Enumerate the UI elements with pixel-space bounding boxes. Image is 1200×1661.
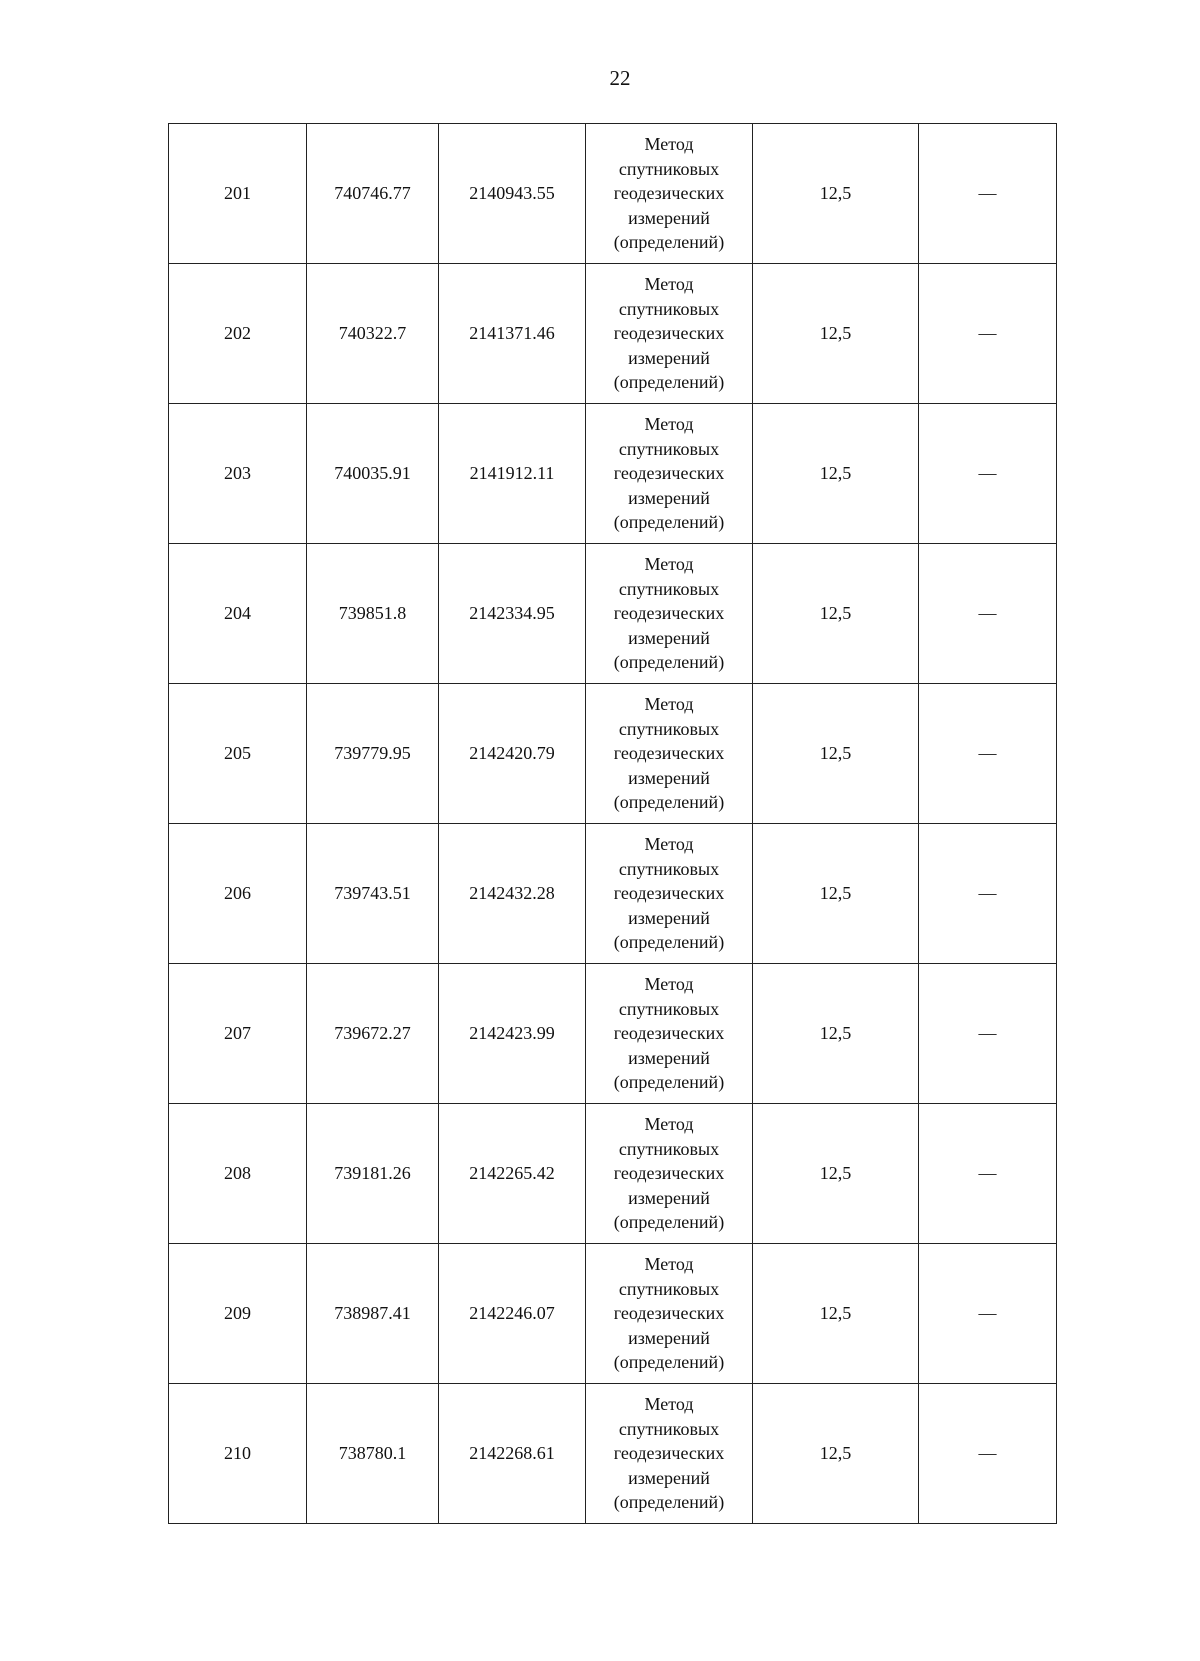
method-line: измерений (628, 347, 710, 368)
method-line: измерений (628, 907, 710, 928)
accuracy-value: 12,5 (753, 544, 919, 684)
accuracy-value: 12,5 (753, 404, 919, 544)
table-row (169, 544, 1057, 684)
method-line: геодезических (613, 323, 725, 344)
method-line: (определений) (613, 792, 725, 813)
method-line: спутниковых (618, 578, 720, 599)
coordinate-y: 2140943.55 (439, 124, 586, 264)
method-line: Метод (644, 134, 694, 155)
table-row (169, 684, 1057, 824)
coordinate-x: 740746.77 (307, 124, 439, 264)
note-dash: — (919, 404, 1057, 544)
coordinate-x: 740322.7 (307, 264, 439, 404)
coordinate-y: 2142420.79 (439, 684, 586, 824)
accuracy-value: 12,5 (753, 1104, 919, 1244)
accuracy-value: 12,5 (753, 1244, 919, 1384)
table-row (169, 1104, 1057, 1244)
method-cell (586, 1384, 753, 1524)
method-line: измерений (628, 1467, 710, 1488)
method-line: спутниковых (618, 1278, 720, 1299)
method-line: спутниковых (618, 438, 720, 459)
coordinate-x: 739743.51 (307, 824, 439, 964)
method-line: геодезических (613, 603, 725, 624)
method-line: геодезических (613, 183, 725, 204)
table-row (169, 824, 1057, 964)
method-line: (определений) (613, 652, 725, 673)
note-dash: — (919, 1244, 1057, 1384)
note-dash: — (919, 544, 1057, 684)
method-line: измерений (628, 1187, 710, 1208)
table-row (169, 124, 1057, 264)
table-row (169, 964, 1057, 1104)
note-dash: — (919, 964, 1057, 1104)
coordinates-table-body (169, 124, 1057, 1524)
accuracy-value: 12,5 (753, 684, 919, 824)
method-line: спутниковых (618, 858, 720, 879)
method-line: геодезических (613, 883, 725, 904)
method-cell (586, 824, 753, 964)
coordinate-x: 738987.41 (307, 1244, 439, 1384)
point-number: 201 (169, 124, 307, 264)
coordinate-x: 740035.91 (307, 404, 439, 544)
method-line: геодезических (613, 1443, 725, 1464)
method-line: геодезических (613, 1303, 725, 1324)
point-number: 208 (169, 1104, 307, 1244)
method-cell (586, 1104, 753, 1244)
coordinate-y: 2141912.11 (439, 404, 586, 544)
note-dash: — (919, 1384, 1057, 1524)
method-line: спутниковых (618, 1418, 720, 1439)
method-line: Метод (644, 414, 694, 435)
coordinate-y: 2141371.46 (439, 264, 586, 404)
coordinate-y: 2142268.61 (439, 1384, 586, 1524)
note-dash: — (919, 264, 1057, 404)
method-cell (586, 264, 753, 404)
note-dash: — (919, 124, 1057, 264)
accuracy-value: 12,5 (753, 824, 919, 964)
method-line: геодезических (613, 1023, 725, 1044)
method-line: Метод (644, 554, 694, 575)
coordinate-y: 2142246.07 (439, 1244, 586, 1384)
method-line: Метод (644, 1114, 694, 1135)
method-cell (586, 404, 753, 544)
method-line: (определений) (613, 932, 725, 953)
accuracy-value: 12,5 (753, 964, 919, 1104)
coordinate-x: 739851.8 (307, 544, 439, 684)
coordinate-y: 2142334.95 (439, 544, 586, 684)
method-line: (определений) (613, 1352, 725, 1373)
method-line: спутниковых (618, 718, 720, 739)
point-number: 204 (169, 544, 307, 684)
note-dash: — (919, 824, 1057, 964)
method-line: измерений (628, 1047, 710, 1068)
method-line: (определений) (613, 372, 725, 393)
point-number: 210 (169, 1384, 307, 1524)
method-line: геодезических (613, 463, 725, 484)
method-line: измерений (628, 1327, 710, 1348)
note-dash: — (919, 684, 1057, 824)
accuracy-value: 12,5 (753, 1384, 919, 1524)
method-line: спутниковых (618, 298, 720, 319)
coordinates-table (168, 123, 1057, 1524)
point-number: 205 (169, 684, 307, 824)
table-row (169, 1384, 1057, 1524)
coordinate-x: 739672.27 (307, 964, 439, 1104)
method-line: спутниковых (618, 998, 720, 1019)
accuracy-value: 12,5 (753, 264, 919, 404)
point-number: 203 (169, 404, 307, 544)
method-line: измерений (628, 207, 710, 228)
method-line: Метод (644, 974, 694, 995)
coordinate-x: 739181.26 (307, 1104, 439, 1244)
point-number: 209 (169, 1244, 307, 1384)
method-line: (определений) (613, 1492, 725, 1513)
method-line: Метод (644, 694, 694, 715)
method-line: Метод (644, 834, 694, 855)
method-line: (определений) (613, 1212, 725, 1233)
method-line: спутниковых (618, 158, 720, 179)
point-number: 207 (169, 964, 307, 1104)
point-number: 202 (169, 264, 307, 404)
coordinate-y: 2142423.99 (439, 964, 586, 1104)
table-row (169, 1244, 1057, 1384)
table-row (169, 404, 1057, 544)
method-line: спутниковых (618, 1138, 720, 1159)
method-line: (определений) (613, 1072, 725, 1093)
method-line: геодезических (613, 1163, 725, 1184)
method-line: Метод (644, 1394, 694, 1415)
method-cell (586, 964, 753, 1104)
coordinate-x: 738780.1 (307, 1384, 439, 1524)
method-cell (586, 124, 753, 264)
coordinate-y: 2142265.42 (439, 1104, 586, 1244)
method-line: измерений (628, 487, 710, 508)
method-line: (определений) (613, 232, 725, 253)
note-dash: — (919, 1104, 1057, 1244)
coordinate-y: 2142432.28 (439, 824, 586, 964)
method-cell (586, 684, 753, 824)
method-line: Метод (644, 1254, 694, 1275)
method-line: измерений (628, 767, 710, 788)
table-row (169, 264, 1057, 404)
method-line: Метод (644, 274, 694, 295)
method-line: (определений) (613, 512, 725, 533)
method-line: геодезических (613, 743, 725, 764)
coordinate-x: 739779.95 (307, 684, 439, 824)
method-cell (586, 1244, 753, 1384)
accuracy-value: 12,5 (753, 124, 919, 264)
point-number: 206 (169, 824, 307, 964)
page-number: 22 (609, 66, 631, 90)
method-line: измерений (628, 627, 710, 648)
method-cell (586, 544, 753, 684)
